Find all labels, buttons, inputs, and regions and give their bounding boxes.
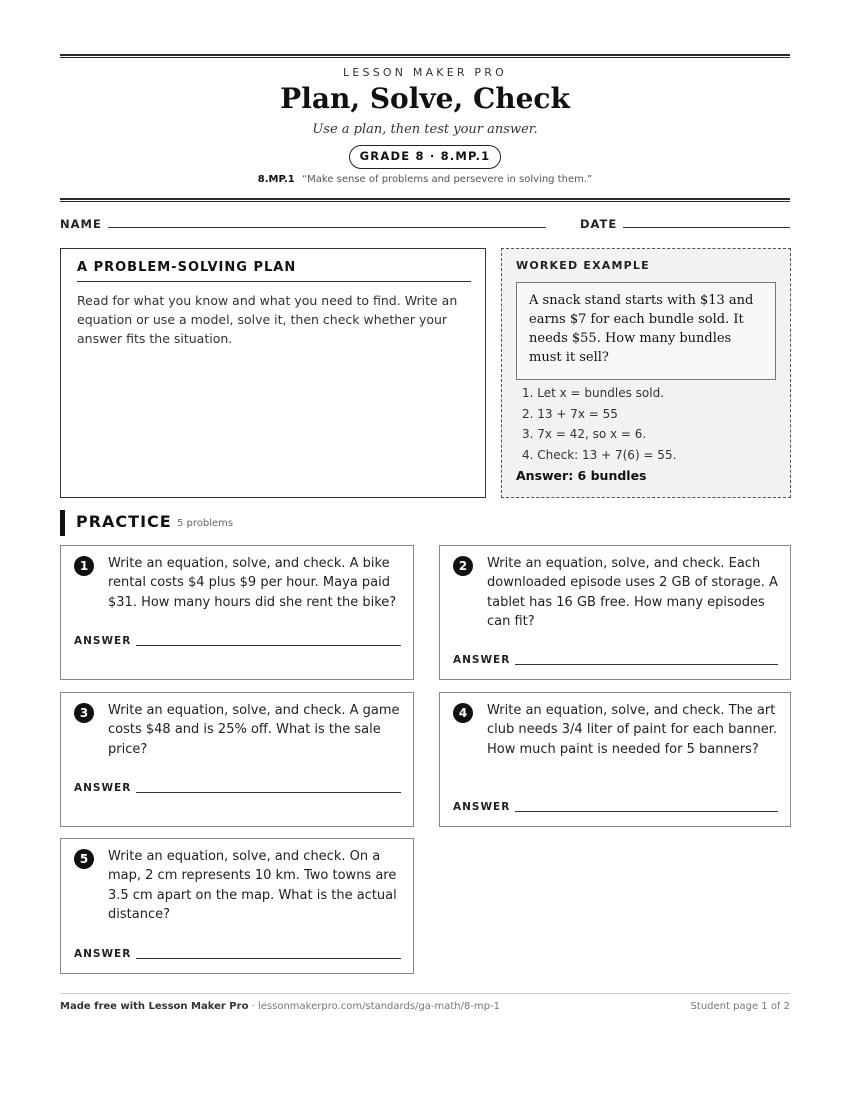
answer-label: ANSWER bbox=[74, 635, 132, 647]
worksheet-page bbox=[60, 0, 790, 1100]
worked-example-step: 2. 13 + 7x = 55 bbox=[522, 406, 618, 421]
problem-text: Write an equation, solve, and check. A game costs $48 and is 25% off. What is the sale price? bbox=[108, 703, 400, 757]
answer-label: ANSWER bbox=[453, 801, 511, 813]
problem-number: 2 bbox=[453, 556, 473, 576]
worked-example-step: 1. Let x = bundles sold. bbox=[522, 386, 665, 400]
practice-accent-bar bbox=[60, 510, 65, 536]
problem-card-4 bbox=[439, 692, 791, 827]
problem-text: Write an equation, solve, and check. On a map, 2 cm represents 10 km. Two towns are 3.5 cm apart on the map. What is the actual distance? bbox=[108, 849, 397, 922]
footer-rule bbox=[60, 993, 790, 994]
problem-number: 3 bbox=[74, 703, 94, 723]
page-title: Plan, Solve, Check bbox=[280, 82, 570, 115]
plan-text: Read for what you know and what you need to find. Write an equation or use a model, solve it, then check whether your answer fits the situation. bbox=[77, 293, 458, 346]
problem-text: Write an equation, solve, and check. The art club needs 3/4 liter of paint for each banner. How much paint is needed for 5 banners? bbox=[487, 703, 778, 757]
answer-field[interactable] bbox=[136, 792, 401, 793]
answer-field[interactable] bbox=[136, 645, 401, 646]
standard-text: “Make sense of problems and persevere in solving them.” bbox=[301, 174, 593, 185]
problem-card-3 bbox=[60, 692, 414, 827]
practice-title: PRACTICE bbox=[76, 512, 172, 531]
problem-text: Write an equation, solve, and check. Each downloaded episode uses 2 GB of storage. A tablet has 16 GB free. How many episodes can fit? bbox=[487, 556, 778, 629]
answer-label: ANSWER bbox=[453, 654, 511, 666]
answer-field[interactable] bbox=[136, 958, 401, 959]
answer-label: ANSWER bbox=[74, 948, 132, 960]
answer-label: ANSWER bbox=[74, 782, 132, 794]
practice-count: 5 problems bbox=[177, 518, 234, 529]
brand-name: LESSON MAKER PRO bbox=[343, 66, 507, 79]
footer-made-with: Made free with Lesson Maker Pro bbox=[60, 1001, 249, 1012]
plan-box bbox=[60, 248, 486, 498]
header-top-rule bbox=[60, 54, 790, 58]
date-field[interactable] bbox=[623, 227, 790, 228]
worked-example-answer: Answer: 6 bundles bbox=[516, 468, 647, 483]
name-field[interactable] bbox=[108, 227, 546, 228]
problem-text: Write an equation, solve, and check. A bike rental costs $4 plus $9 per hour. Maya paid $31. How many hours did she rent the bike? bbox=[108, 556, 397, 610]
problem-number: 5 bbox=[74, 849, 94, 869]
problem-card-2 bbox=[439, 545, 791, 680]
footer-url[interactable]: · lessonmakerpro.com/standards/ga-math/8-mp-1 bbox=[248, 1001, 500, 1012]
problem-number: 4 bbox=[453, 703, 473, 723]
standard-code: 8.MP.1 bbox=[257, 174, 295, 185]
plan-title: A PROBLEM-SOLVING PLAN bbox=[77, 260, 471, 282]
name-label: NAME bbox=[60, 217, 102, 231]
problem-number: 1 bbox=[74, 556, 94, 576]
header-bottom-rule bbox=[60, 198, 790, 202]
answer-field[interactable] bbox=[515, 664, 778, 665]
problem-card-1 bbox=[60, 545, 414, 680]
footer-page-number: Student page 1 of 2 bbox=[690, 1001, 790, 1012]
worked-example-box bbox=[501, 248, 791, 498]
problem-card-5 bbox=[60, 838, 414, 974]
worked-example-title: WORKED EXAMPLE bbox=[516, 259, 650, 272]
standard-line bbox=[60, 174, 790, 185]
worked-example-problem: A snack stand starts with $13 and earns $7 for each bundle sold. It needs $55. How many bundles must it sell? bbox=[516, 282, 776, 380]
date-label: DATE bbox=[580, 217, 618, 231]
worked-example-step: 4. Check: 13 + 7(6) = 55. bbox=[522, 447, 677, 462]
grade-badge: GRADE 8 · 8.MP.1 bbox=[349, 145, 501, 169]
footer-credit bbox=[60, 1001, 500, 1012]
worked-example-steps bbox=[522, 383, 676, 465]
worked-example-step: 3. 7x = 42, so x = 6. bbox=[522, 427, 647, 441]
answer-field[interactable] bbox=[515, 811, 778, 812]
page-subtitle: Use a plan, then test your answer. bbox=[312, 122, 538, 137]
